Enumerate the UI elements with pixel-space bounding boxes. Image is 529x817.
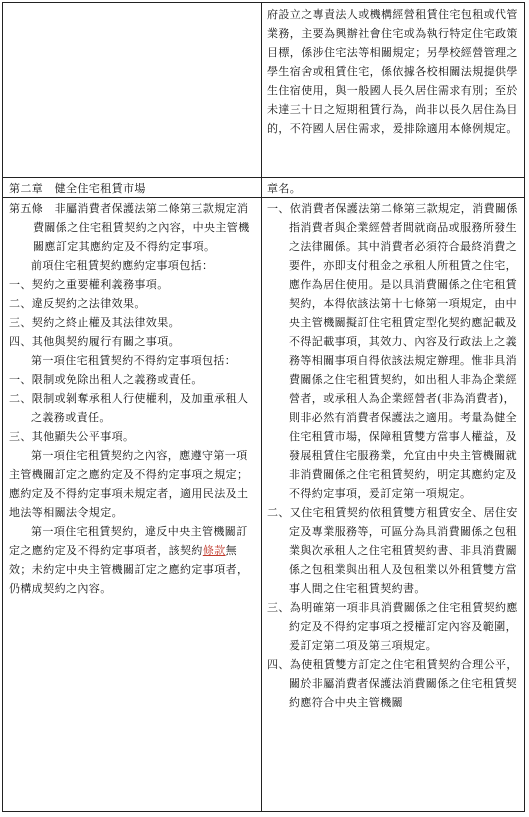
article-5-para-1: 第五條 非屬消費者保護法第二條第三款規定消費關係之住宅租賃契約之內容，中央主管機關應訂定其應約定及不得約定事項。	[9, 202, 250, 253]
amended-term: 條款	[202, 544, 226, 557]
chapter-title: 第二章 健全住宅租賃市場	[9, 182, 146, 195]
explanation-item-4: 四、為使租賃雙方訂定之住宅租賃契約合理公平，關於非屬消費者保護法消費關係之住宅租賃契約應符合中央主管機關	[267, 658, 518, 709]
chapter-explain: 章名。	[267, 182, 302, 195]
row-divider	[3, 197, 524, 198]
chapter-explain-cell	[267, 179, 519, 198]
article-5-prohibit-1: 一、限制或免除出租人之義務或責任。	[9, 373, 203, 386]
row-divider	[3, 177, 524, 178]
para-5-text-a: 第一項住宅租賃契約，違反中央主管機關訂定之應約定及不得約定事項者，該契約	[9, 525, 248, 557]
row1-explanation-cell	[267, 5, 519, 138]
row1-explanation-text: 府設立之專責法人或機構經營租賃住宅包租或代管業務，主要為興辦社會住宅或為執行特定住宅政策目標，係涉住宅法等相關規定；另學校經營管理之學生宿舍或租賃住宅，係依據各校相關法規提供學生住宿使用，與一般國人長久居住需求有別；至於未達三十日之短期租賃行為，尚非以長久居住為目的，不符國人居住需求，爰排除適用本條例規定。	[267, 8, 518, 135]
article-5-item-2: 二、違反契約之法律效果。	[9, 297, 146, 310]
article-5-prohibit-3: 三、其他顯失公平事項。	[9, 430, 135, 443]
article-5-para-2: 前項住宅租賃契約應約定事項包括：	[31, 259, 214, 272]
article-5-para-3: 第一項住宅租賃契約不得約定事項包括：	[31, 354, 237, 367]
explanation-item-1: 一、依消費者保護法第二條第三款規定，消費關係指消費者與企業經營者間就商品或服務所發生之法律關係。其中消費者必須符合最終消費之要件，亦即支付租金之承租人所租賃之住宅，應作為居住使用。是以具消費關係之住宅租賃契約，本得依該法第十七條第一項規定，由中央主管機關擬訂住宅租賃定型化契約應記載及不得記載事項，其效力、內容及行政法上之義務等相關事項自得依該法規定辦理。惟非具消費關係之住宅租賃契約，如出租人非為企業經營者，或承租人為企業經營者(非為消費者)，則非必然有消費者保護法之適用。考量為健全住宅租賃市場，保障租賃雙方當事人權益，及發展租賃住宅服務業，允宜由中央主管機關就非消費關係之住宅租賃契約，明定其應約定及不得約定事項，爰訂定第一項規定。	[267, 202, 518, 500]
explanation-item-2: 二、又住宅租賃契約依租賃雙方租賃安全、居住安定及專業服務等，可區分為具消費關係之包租業與次承租人之住宅租賃契約書、非具消費關係之包租業與出租人及包租業以外租賃雙方當事人間之住宅租賃契約書。	[267, 506, 518, 595]
article-5-item-1: 一、契約之重要權利義務事項。	[9, 278, 169, 291]
article-5-item-4: 四、其他與契約履行有關之事項。	[9, 335, 180, 348]
chapter-title-cell	[9, 179, 257, 198]
column-divider	[261, 3, 262, 811]
article-5-para-5	[9, 522, 257, 598]
article-5-item-3: 三、契約之終止權及其法律效果。	[9, 316, 180, 329]
statute-comparison-table	[2, 2, 525, 812]
article-5-prohibit-2: 二、限制或剝奪承租人行使權利，及加重承租人之義務或責任。	[9, 392, 249, 424]
article-5-cell	[9, 199, 257, 598]
explanation-item-3: 三、為明確第一項非具消費關係之住宅租賃契約應約定及不得約定事項之授權訂定內容及範圍，爰訂定第二項及第三項規定。	[267, 601, 518, 652]
article-5-explanation-cell	[267, 199, 519, 712]
article-5-para-4: 第一項住宅租賃契約之內容，應遵守第一項主管機關訂定之應約定及不得約定事項之規定；應約定及不得約定事項未規定者，適用民法及土地法等相關法令規定。	[9, 449, 249, 519]
para-5-text-b: 無效；未約定中央主管機關訂定之應約定事項者，仍構成契約之內容。	[9, 544, 249, 595]
